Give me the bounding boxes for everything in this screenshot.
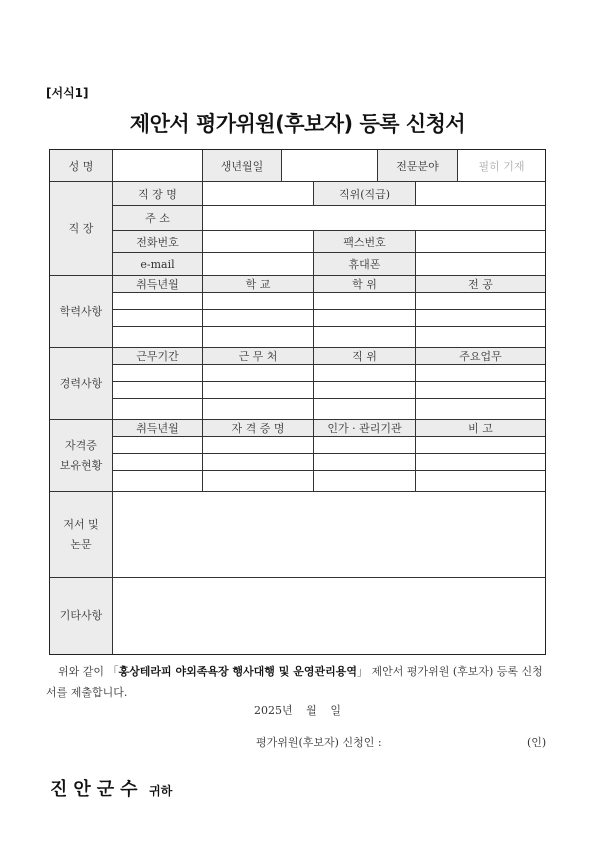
education-row — [113, 310, 545, 327]
phone-field[interactable] — [203, 231, 314, 252]
publications-label-line-1: 저서 및 — [63, 517, 99, 531]
publications-label-line-2: 논문 — [70, 537, 92, 551]
career-row — [113, 382, 545, 399]
publications-field[interactable] — [113, 492, 545, 577]
workplace-section — [50, 182, 545, 276]
certificates-header-name: 자 격 증 명 — [203, 420, 314, 436]
certificates-label-line-1: 자격증 — [65, 438, 97, 452]
certificates-section — [50, 420, 545, 492]
career-cell[interactable] — [203, 382, 314, 398]
workplace-row-2 — [113, 206, 545, 231]
career-group-label: 경력사항 — [50, 348, 113, 419]
recipient-name: 진안군수 — [50, 779, 144, 800]
education-cell[interactable] — [203, 293, 314, 309]
education-cell[interactable] — [314, 310, 416, 326]
education-section — [50, 276, 545, 348]
career-cell[interactable] — [203, 365, 314, 381]
certificates-header-remarks: 비 고 — [416, 420, 545, 436]
workplace-row-1 — [113, 182, 545, 206]
fax-field[interactable] — [416, 231, 545, 252]
certificates-cell[interactable] — [203, 471, 314, 491]
career-header-period: 근무기간 — [113, 348, 203, 364]
career-section — [50, 348, 545, 420]
mobile-label: 휴대폰 — [314, 253, 416, 275]
submission-date — [0, 702, 595, 718]
certificates-cell[interactable] — [113, 437, 203, 453]
date-month: 월 — [306, 704, 317, 717]
career-row — [113, 399, 545, 419]
project-name: 홍상테라피 야외족욕장 행사대행 및 운영관리용역 — [118, 665, 357, 678]
other-group-label: 기타사항 — [50, 578, 113, 654]
workplace-row-3 — [113, 231, 545, 253]
recipient — [50, 775, 172, 801]
career-cell[interactable] — [314, 382, 416, 398]
field-label: 전문분야 — [378, 150, 458, 181]
certificates-cell[interactable] — [113, 454, 203, 470]
certificates-cell[interactable] — [203, 437, 314, 453]
career-header-row — [113, 348, 545, 365]
certificates-row — [113, 471, 545, 491]
address-field[interactable] — [203, 206, 545, 230]
education-row — [113, 293, 545, 310]
certificates-row — [113, 454, 545, 471]
education-cell[interactable] — [203, 327, 314, 347]
seal-mark: (인) — [527, 736, 547, 749]
certificates-cell[interactable] — [314, 471, 416, 491]
name-label: 성 명 — [50, 150, 113, 181]
birth-field[interactable] — [282, 150, 378, 181]
education-cell[interactable] — [113, 327, 203, 347]
job-title-field[interactable] — [203, 182, 314, 205]
fax-label: 팩스번호 — [314, 231, 416, 252]
career-header-employer: 근 무 처 — [203, 348, 314, 364]
address-label: 주 소 — [113, 206, 203, 230]
certificates-cell[interactable] — [314, 454, 416, 470]
career-header-duties: 주요업무 — [416, 348, 545, 364]
other-section — [50, 578, 545, 654]
birth-label: 생년월일 — [203, 150, 282, 181]
career-cell[interactable] — [113, 399, 203, 419]
education-cell[interactable] — [314, 293, 416, 309]
career-cell[interactable] — [314, 365, 416, 381]
education-header-degree: 학 위 — [314, 276, 416, 292]
name-field[interactable] — [113, 150, 203, 181]
education-cell[interactable] — [416, 327, 545, 347]
career-row — [113, 365, 545, 382]
career-cell[interactable] — [113, 365, 203, 381]
certificates-cell[interactable] — [203, 454, 314, 470]
career-cell[interactable] — [416, 399, 545, 419]
name-row — [50, 150, 545, 182]
position-label: 직위(직급) — [314, 182, 416, 205]
education-cell[interactable] — [416, 293, 545, 309]
education-cell[interactable] — [416, 310, 545, 326]
education-header-school: 학 교 — [203, 276, 314, 292]
certificates-group-label — [50, 420, 113, 491]
field-input[interactable]: 필히 기재 — [478, 159, 525, 173]
certificates-cell[interactable] — [416, 454, 545, 470]
application-form — [49, 149, 546, 655]
applicant-label: 평가위원(후보자) 신청인 : — [256, 736, 382, 749]
statement-suffix: 」 제안서 평가위원 (후보자) 등록 신청서를 제출합니다. — [46, 665, 543, 699]
career-cell[interactable] — [203, 399, 314, 419]
education-header-major: 전 공 — [416, 276, 545, 292]
career-cell[interactable] — [416, 365, 545, 381]
job-title-label: 직 장 명 — [113, 182, 203, 205]
education-header-row — [113, 276, 545, 293]
submission-statement — [46, 661, 550, 703]
career-header-position: 직 위 — [314, 348, 416, 364]
education-cell[interactable] — [113, 293, 203, 309]
recipient-suffix: 귀하 — [149, 784, 173, 798]
certificates-header-date: 취득년월 — [113, 420, 203, 436]
statement-prefix: 위와 같이 「 — [58, 665, 119, 678]
publications-group-label — [50, 492, 113, 577]
education-header-date: 취득년월 — [113, 276, 203, 292]
email-label: e-mail — [113, 253, 203, 275]
career-cell[interactable] — [113, 382, 203, 398]
career-cell[interactable] — [416, 382, 545, 398]
certificates-label-line-2: 보유현황 — [59, 458, 103, 472]
other-field[interactable] — [113, 578, 545, 654]
document-title: 제안서 평가위원(후보자) 등록 신청서 — [129, 112, 466, 136]
form-number: [서식1] — [46, 86, 89, 100]
certificates-cell[interactable] — [416, 471, 545, 491]
education-cell[interactable] — [203, 310, 314, 326]
certificates-cell[interactable] — [113, 471, 203, 491]
date-year: 2025년 — [254, 704, 293, 717]
certificates-header-row — [113, 420, 545, 437]
email-field[interactable] — [203, 253, 314, 275]
education-cell[interactable] — [314, 327, 416, 347]
education-cell[interactable] — [113, 310, 203, 326]
workplace-row-4 — [113, 253, 545, 275]
career-cell[interactable] — [314, 399, 416, 419]
certificates-row — [113, 437, 545, 454]
certificates-header-authority: 인가 · 관리기관 — [314, 420, 416, 436]
position-field[interactable] — [416, 182, 545, 205]
date-day: 일 — [330, 704, 341, 717]
education-row — [113, 327, 545, 347]
certificates-cell[interactable] — [416, 437, 545, 453]
education-group-label: 학력사항 — [50, 276, 113, 347]
phone-label: 전화번호 — [113, 231, 203, 252]
workplace-group-label: 직 장 — [50, 182, 113, 275]
certificates-cell[interactable] — [314, 437, 416, 453]
mobile-field[interactable] — [416, 253, 545, 275]
publications-section — [50, 492, 545, 578]
